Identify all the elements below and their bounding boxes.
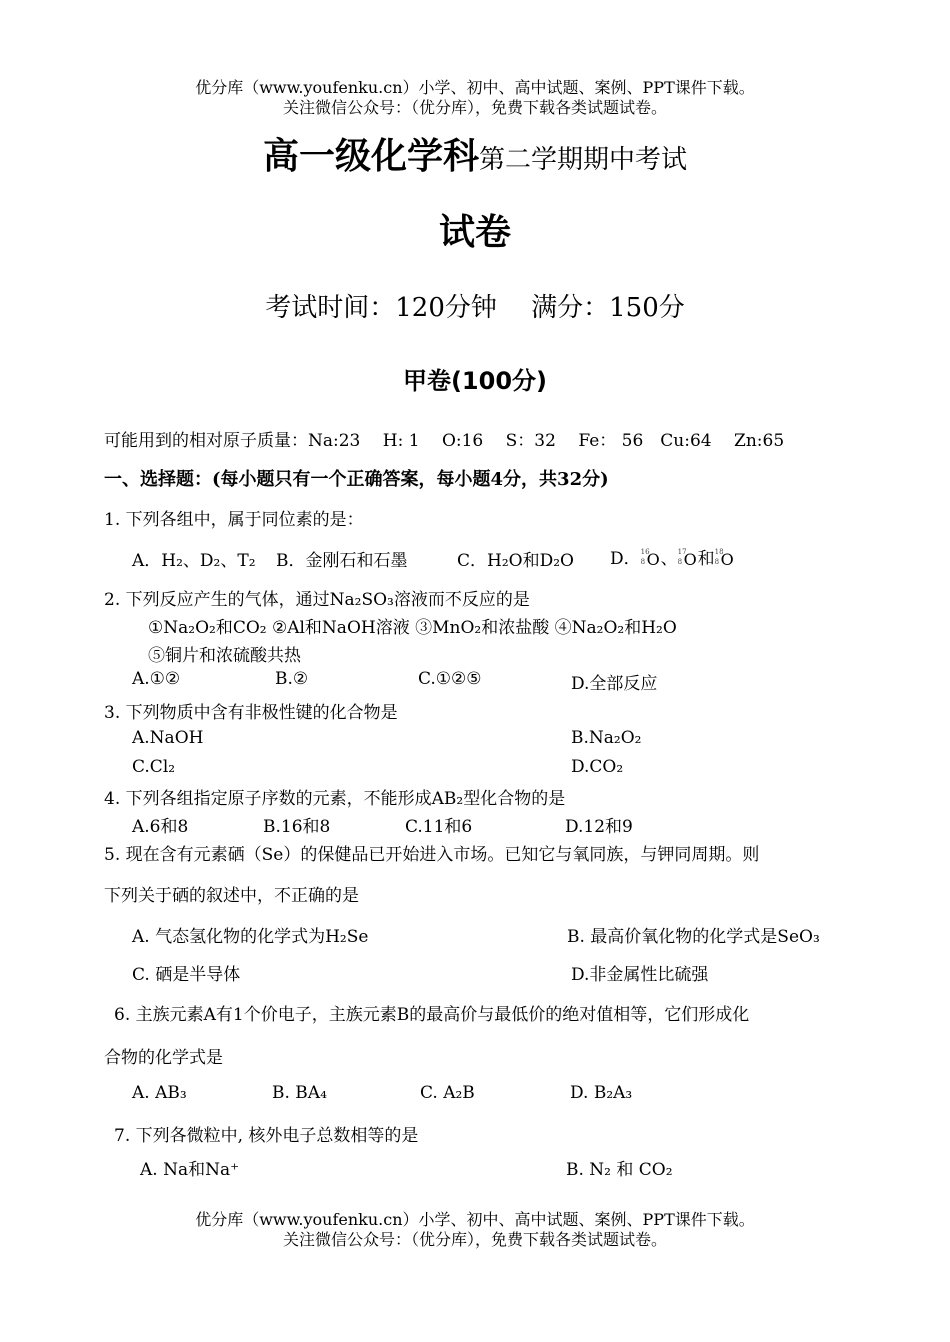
q4-option-d: D.12和9 [565,817,633,837]
q6-stem-line1: 6. 主族元素A有1个价电子，主族元素B的最高价与最低价的绝对值相等，它们形成化 [114,1005,750,1025]
q1-option-d [610,544,735,570]
watermark-footer-line2: 关注微信公众号：（优分库），免费下载各类试题试卷。 [282,1230,667,1249]
isotope-symbol: O [646,549,660,569]
title-line2: 试卷 [438,212,511,253]
q6-stem-line2: 合物的化学式是 [104,1048,223,1068]
q4-option-c: C.11和6 [405,817,473,837]
q6-option-d: D. B₂A₃ [570,1083,633,1103]
q6-option-c: C. A₂B [420,1083,475,1103]
watermark-header-line1: 优分库（www.youfenku.cn）小学、初中、高中试题、案例、PPT课件下载。 [195,78,755,97]
watermark-header-line2: 关注微信公众号：（优分库），免费下载各类试题试卷。 [282,98,667,117]
q4-option-a: A.6和8 [132,817,189,837]
q7-option-b: B. N₂ 和 CO₂ [566,1160,673,1180]
isotope-mass: 17 [677,547,687,556]
isotope-number: 8 [640,557,646,566]
q2-option-a: A.①② [132,669,181,689]
q6-option-b: B. BA₄ [272,1083,327,1103]
q1-d-label: D． [610,549,641,569]
q5-option-b: B. 最高价氧化物的化学式是SeO₃ [567,927,820,947]
q2-option-d: D.全部反应 [571,674,658,694]
q4-option-b: B.16和8 [263,817,331,837]
q2-options-line2: ⑤铜片和浓硫酸共热 [148,646,301,666]
isotope-mass: 16 [640,547,650,556]
q5-option-d: D.非金属性比硫强 [571,965,709,985]
atomic-masses: 可能用到的相对原子质量：Na:23 H: 1 O:16 S：32 Fe： 56 Cu:64 Zn:65 [104,431,785,451]
q2-option-b: B.② [275,669,309,689]
q3-option-c: C.Cl₂ [132,757,176,777]
section1-heading: 一、选择题：(每小题只有一个正确答案，每小题4分，共32分) [104,469,609,490]
q3-option-d: D.CO₂ [571,757,624,777]
title-normal-part: 第二学期期中考试 [479,145,688,175]
q3-option-b: B.Na₂O₂ [571,728,642,748]
q1-option-c: C．H₂O和D₂O [457,551,574,571]
watermark-footer-line1: 优分库（www.youfenku.cn）小学、初中、高中试题、案例、PPT课件下载。 [195,1210,755,1229]
q2-options-line1: ①Na₂O₂和CO₂ ②Al和NaOH溶液 ③MnO₂和浓盐酸 ④Na₂O₂和H₂O [148,618,677,638]
q3-stem: 3. 下列物质中含有非极性键的化合物是 [104,703,398,723]
isotope-mass: 18 [714,547,724,556]
title-bold-part: 高一级化学科 [262,136,479,177]
isotope-symbol: O [683,549,697,569]
page-title [0,132,950,188]
isotope-o17 [677,547,698,570]
q2-option-c: C.①②⑤ [418,669,482,689]
isotope-number: 8 [714,557,720,566]
q5-option-c: C. 硒是半导体 [132,965,241,985]
q5-stem-line1: 5. 现在含有元素硒（Se）的保健品已开始进入市场。已知它与氧同族，与钾同周期。则 [104,845,760,865]
q1-d-sep1: 、 [660,549,678,569]
q1-d-sep2: 和 [697,549,715,569]
exam-info: 考试时间：120分钟 满分：150分 [265,293,685,323]
q7-stem: 7. 下列各微粒中, 核外电子总数相等的是 [114,1126,419,1146]
isotope-symbol: O [720,549,734,569]
q6-option-a: A. AB₃ [132,1083,187,1103]
isotope-o18 [714,547,735,570]
isotope-o16 [640,547,661,570]
q7-option-a: A. Na和Na⁺ [140,1160,240,1180]
q4-stem: 4. 下列各组指定原子序数的元素，不能形成AB₂型化合物的是 [104,789,566,809]
q1-stem: 1. 下列各组中，属于同位素的是： [104,510,364,530]
q3-option-a: A.NaOH [132,728,204,748]
q1-option-b: B．金刚石和石墨 [276,551,408,571]
part-a-heading: 甲卷(100分) [402,367,548,395]
q2-stem: 2. 下列反应产生的气体，通过Na₂SO₃溶液而不反应的是 [104,590,530,610]
q5-option-a: A. 气态氢化物的化学式为H₂Se [132,927,369,947]
q1-option-a: A．H₂、D₂、T₂ [132,551,256,571]
isotope-number: 8 [677,557,683,566]
q5-stem-line2: 下列关于硒的叙述中，不正确的是 [104,886,359,906]
